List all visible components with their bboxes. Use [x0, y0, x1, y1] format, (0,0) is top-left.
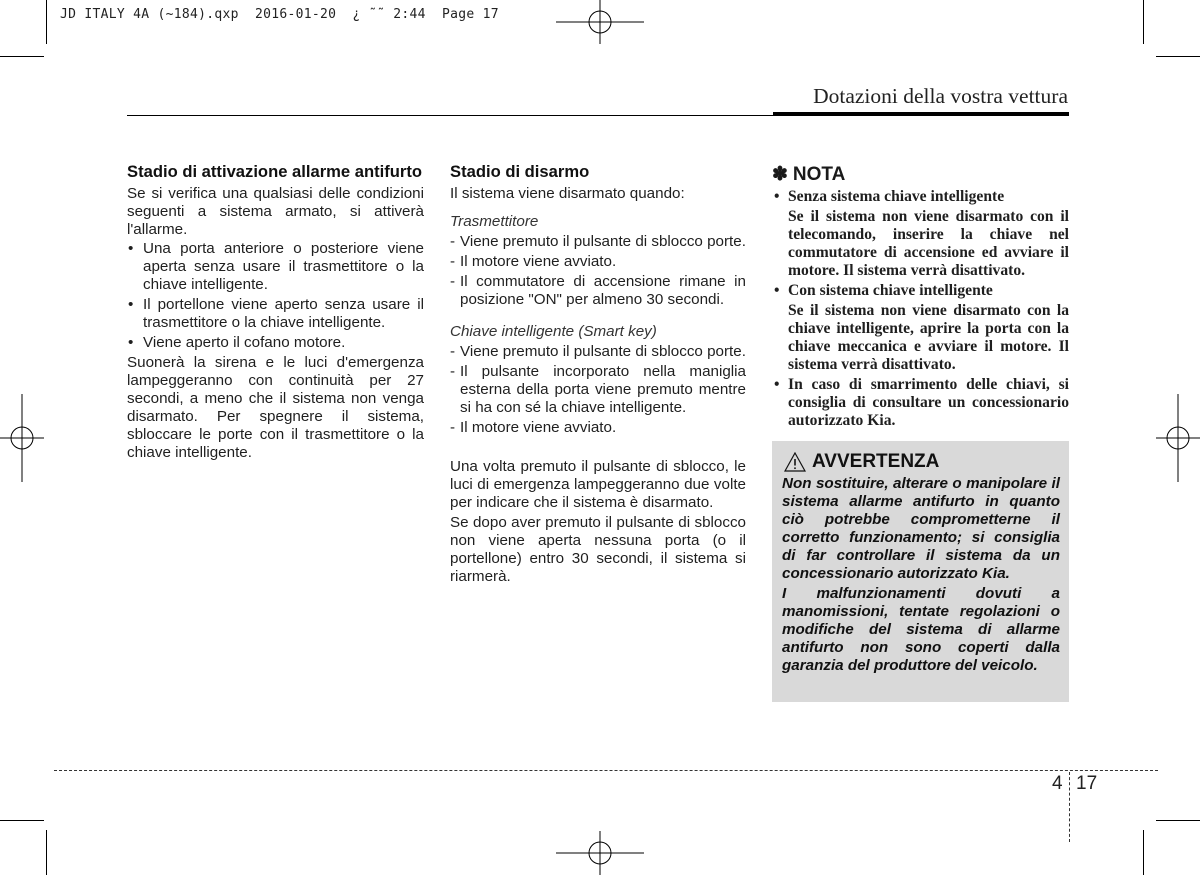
footer-dotted-rule	[54, 770, 1158, 771]
asterisk-icon: ✽	[772, 164, 788, 185]
warning-box	[772, 441, 1069, 702]
bullet-mark: •	[774, 376, 780, 393]
note-title: NOTA	[792, 163, 846, 185]
header-rule-thick	[773, 112, 1069, 116]
warning-body	[782, 475, 1060, 675]
column-alarm-activation	[127, 162, 424, 462]
transmitter-subheading: Trasmettitore	[450, 213, 539, 230]
note-item-title: Senza sistema chiave intelligente	[788, 188, 1005, 205]
smart-key-item: - Il pulsante incorporato nella maniglia esterna della porta viene premuto mentre si ha con sé la chiave intelligente.	[450, 363, 746, 416]
print-slug: JD ITALY 4A (~184).qxp 2016-01-20 ¿ ˜˜ 2:44 Page 17	[60, 7, 499, 22]
disarm-intro: Il sistema viene disarmato quando:	[450, 185, 685, 202]
note-block	[772, 163, 1069, 430]
disarm-para-1: Una volta premuto il pulsante di sblocco, le luci di emergenza lampeggeranno due volte per indicare che il sistema è disarmato.	[450, 458, 746, 511]
header-rule-thin	[127, 115, 773, 116]
footer-dotted-divider	[1069, 772, 1070, 842]
note-item-title: In caso di smarrimento delle chiavi, si consiglia di consultare un concessionario autorizzato Kia.	[788, 376, 1069, 429]
note-item	[772, 282, 1069, 374]
note-item	[772, 188, 1069, 280]
alarm-trigger-item: • Viene aperto il cofano motore.	[127, 334, 424, 352]
bullet-mark: •	[774, 282, 780, 299]
dash-mark: -	[450, 253, 456, 270]
alarm-trigger-list	[127, 240, 424, 352]
alarm-trigger-item: • Il portellone viene aperto senza usare il trasmettitore o la chiave intelligente.	[127, 296, 424, 332]
transmitter-list	[450, 233, 746, 309]
note-list	[772, 188, 1069, 430]
registration-mark-top	[556, 0, 644, 44]
note-heading	[772, 163, 1069, 186]
dash-mark: -	[450, 343, 456, 360]
warning-triangle-icon	[784, 452, 806, 472]
dash-mark: -	[450, 273, 456, 290]
smart-key-list	[450, 343, 746, 437]
registration-mark-right	[1156, 394, 1200, 482]
chapter-number: 4	[1052, 773, 1063, 794]
alarm-activation-outro: Suonerà la sirena e le luci d'emergenza lampeggeranno con continuità per 27 secondi, a meno che il sistema non venga disarmato. Per spegnere il sistema, sbloccare le porte con il trasmettitore o la chiave intelligente.	[127, 354, 424, 461]
note-item-text: Se il sistema non viene disarmato con la chiave intelligente, aprire la porta con la chiave meccanica e avviare il motore. Il sistema verrà disattivato.	[788, 302, 1069, 373]
registration-mark-bottom	[556, 831, 644, 875]
dash-mark: -	[450, 419, 456, 436]
note-item-title: Con sistema chiave intelligente	[788, 282, 993, 299]
warning-heading	[784, 451, 939, 473]
warning-para-2: I malfunzionamenti dovuti a manomissioni, tentate regolazioni o modifiche del sistema di allarme antifurto non sono coperti dalla garanzia del produttore del veicolo.	[782, 585, 1060, 674]
bullet-mark: •	[774, 188, 780, 205]
smart-key-item: - Viene premuto il pulsante di sblocco porte.	[450, 343, 746, 360]
dash-mark: -	[450, 363, 456, 380]
column-disarm	[450, 162, 746, 586]
warning-title: AVVERTENZA	[812, 451, 940, 472]
alarm-activation-intro: Se si verifica una qualsiasi delle condizioni seguenti a sistema armato, si attiverà l'allarme.	[127, 185, 424, 238]
transmitter-item: - Il motore viene avviato.	[450, 253, 617, 270]
smart-key-subheading: Chiave intelligente (Smart key)	[450, 323, 657, 340]
note-item-text: Se il sistema non viene disarmato con il telecomando, inserire la chiave nel commutatore di accensione ed avviare il motore. Il sistema verrà disattivato.	[788, 208, 1069, 279]
disarm-heading: Stadio di disarmo	[450, 162, 590, 181]
page-number: 17	[1076, 773, 1098, 794]
dash-mark: -	[450, 233, 456, 250]
disarm-para-2: Se dopo aver premuto il pulsante di sblocco non viene aperta nessuna porta (o il portellone) entro 30 secondi, il sistema si riarmerà.	[450, 514, 746, 585]
registration-mark-left	[0, 394, 44, 482]
section-title: Dotazioni della vostra vettura	[813, 84, 1068, 108]
alarm-trigger-item: • Una porta anteriore o posteriore viene aperta senza usare il trasmettitore o la chiave intelligente.	[127, 240, 424, 294]
transmitter-item: - Viene premuto il pulsante di sblocco porte.	[450, 233, 746, 250]
alarm-activation-heading: Stadio di attivazione allarme antifurto	[127, 162, 423, 181]
warning-para-1: Non sostituire, alterare o manipolare il sistema allarme antifurto in quanto ciò potrebbe comprometterne il corretto funzionamento; si consiglia di far controllare il sistema da un concessionario autorizzato Kia.	[782, 475, 1060, 582]
smart-key-item: - Il motore viene avviato.	[450, 419, 617, 436]
transmitter-item: - Il commutatore di accensione rimane in posizione "ON" per almeno 30 secondi.	[450, 273, 746, 308]
note-item	[772, 376, 1069, 430]
